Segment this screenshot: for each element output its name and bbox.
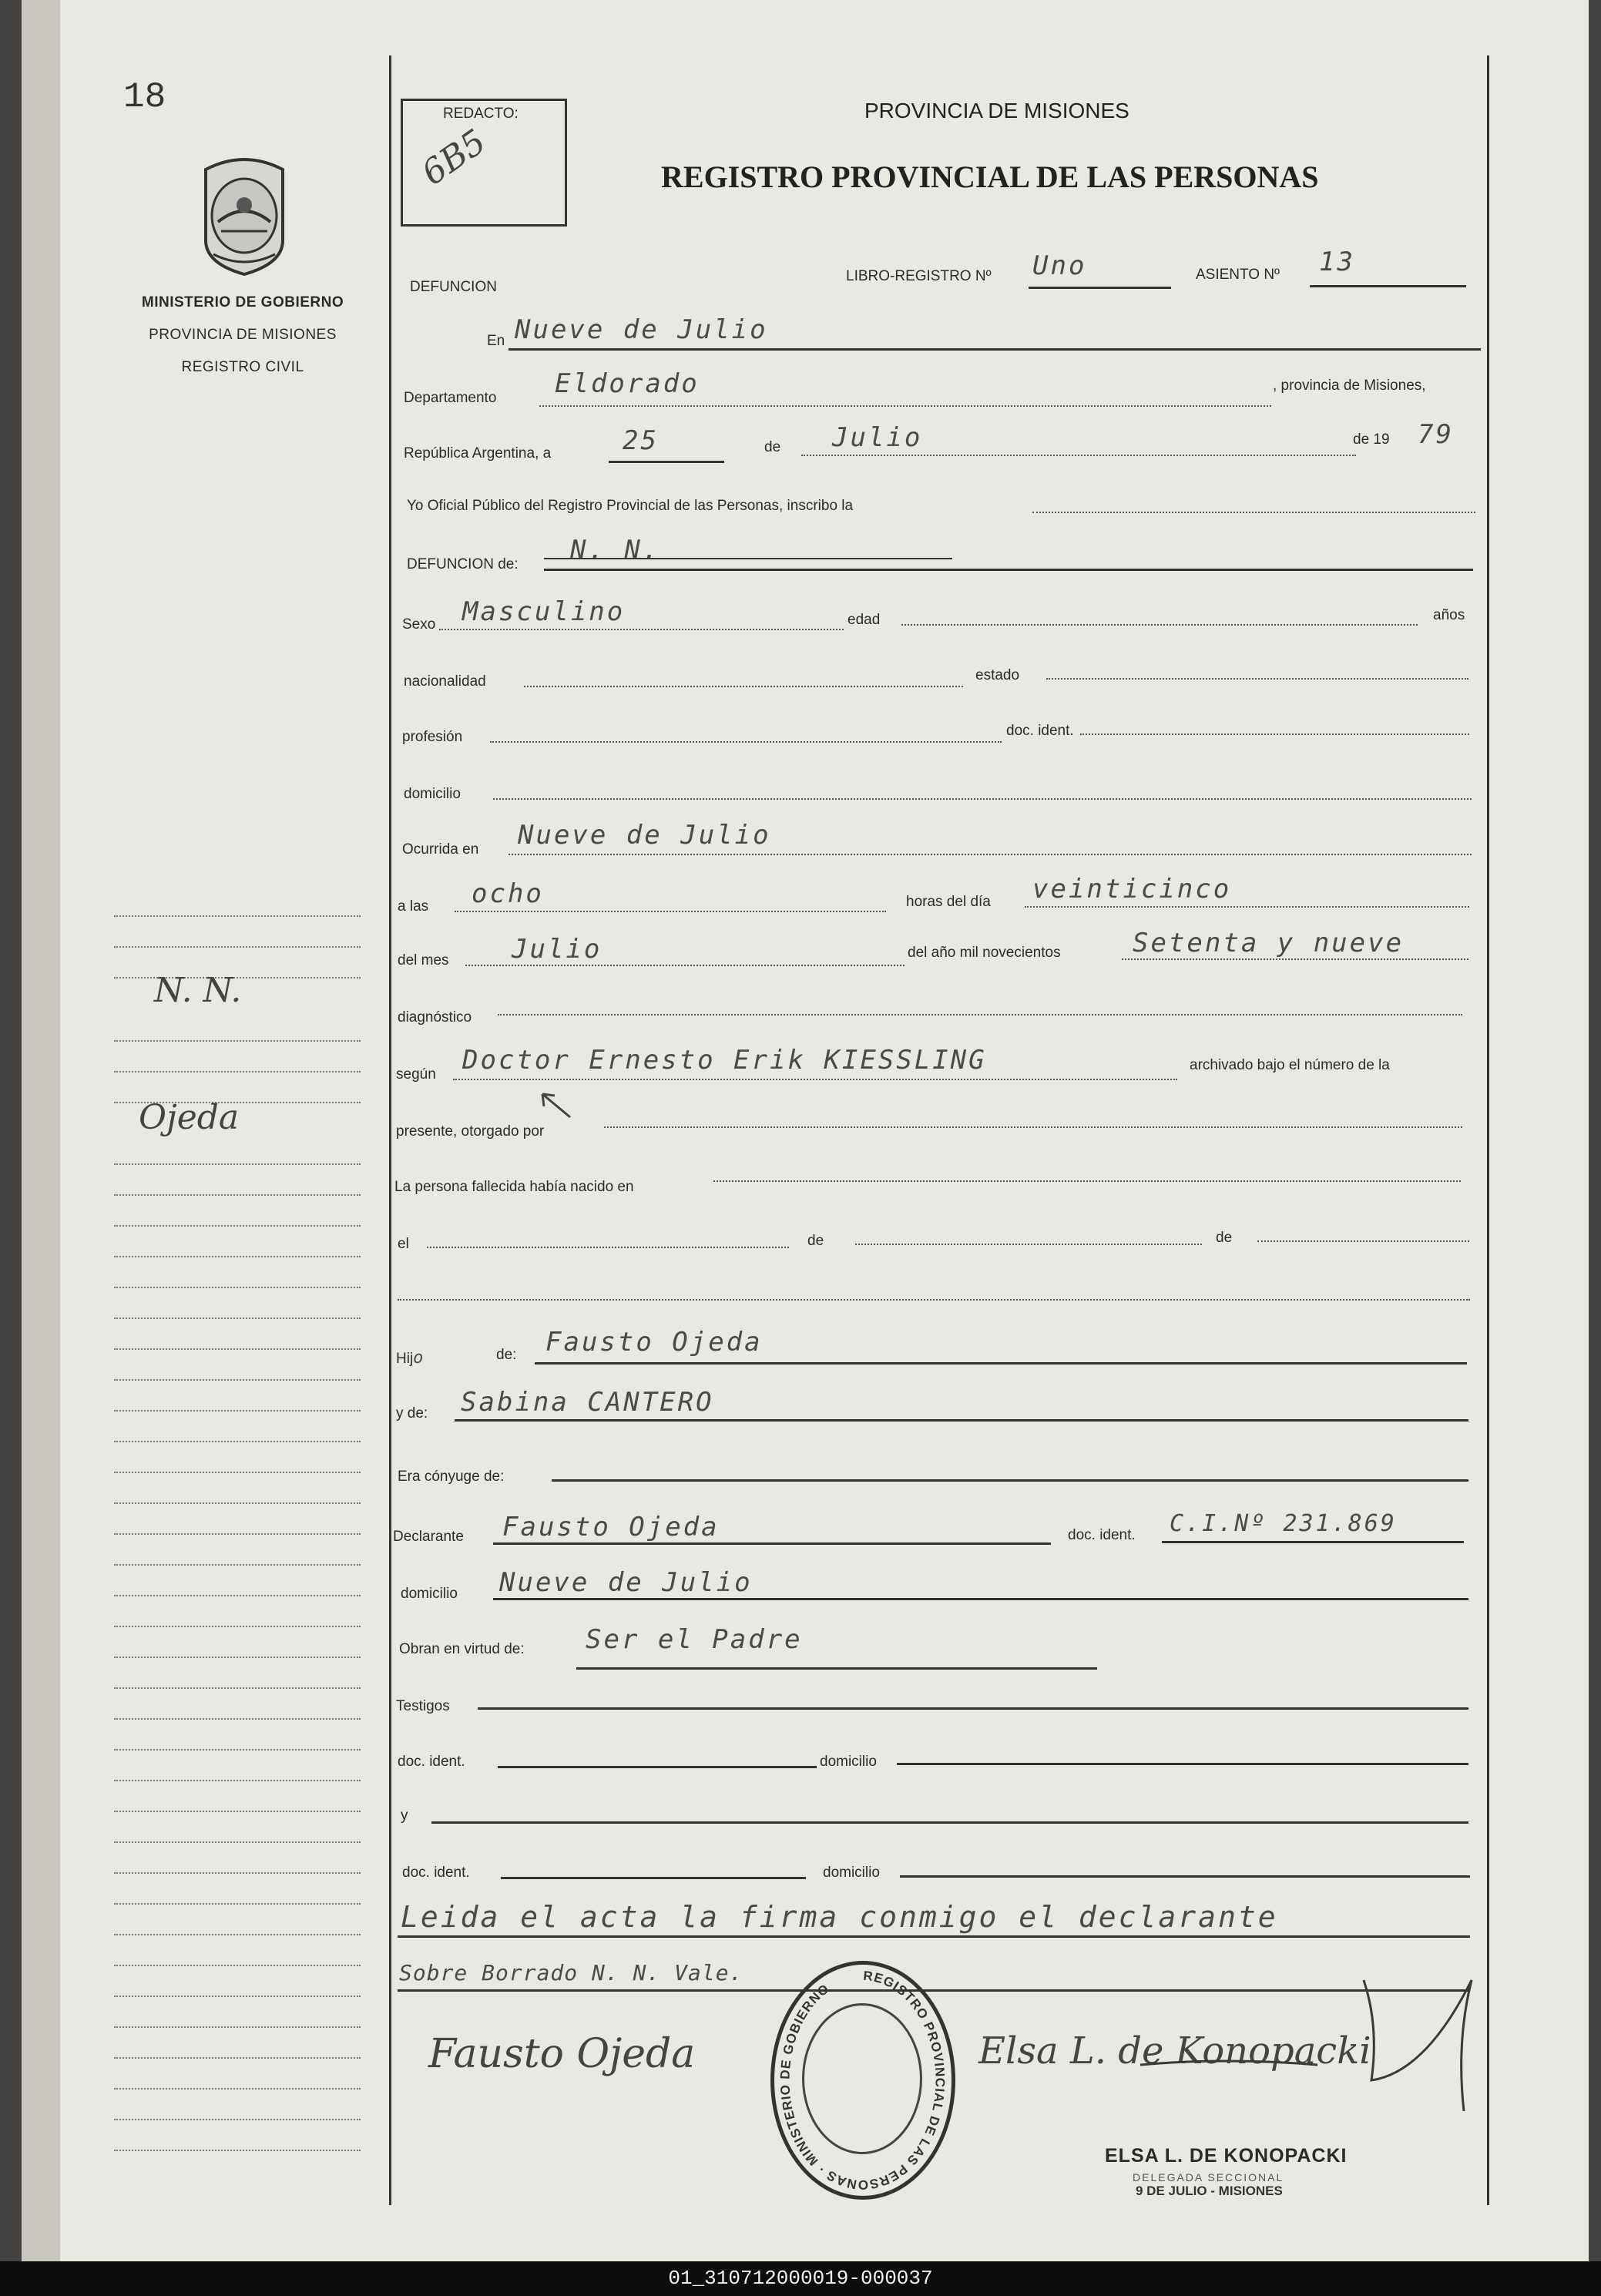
ministry-registry: REGISTRO CIVIL <box>181 359 304 375</box>
decl-domicilio-value: Nueve de Julio <box>499 1567 753 1598</box>
yde-label: y de: <box>396 1405 428 1422</box>
anio-value: 79 <box>1418 419 1454 450</box>
en-label: En <box>487 333 505 349</box>
hijo-prefix: Hij <box>396 1351 414 1367</box>
ministry-province: PROVINCIA DE MISIONES <box>149 327 337 343</box>
document-title: REGISTRO PROVINCIAL DE LAS PERSONAS <box>661 159 1319 194</box>
de-label-3: de <box>1216 1230 1233 1246</box>
officer-name: ELSA L. DE KONOPACKI <box>1105 2145 1348 2167</box>
anio-label: de 19 <box>1353 431 1390 448</box>
conyuge-label: Era cónyuge de: <box>398 1469 505 1485</box>
departamento-value: Eldorado <box>555 368 700 399</box>
image-caption: 01_310712000019-000037 <box>0 2261 1601 2296</box>
mes-value: Julio <box>832 422 923 453</box>
ocurrida-label: Ocurrida en <box>402 841 479 858</box>
decl-domicilio-label: domicilio <box>401 1586 458 1602</box>
officer-place: 9 DE JULIO - MISIONES <box>1136 2184 1283 2198</box>
leida-note: Leida el acta la firma conmigo el declarante <box>401 1900 1278 1934</box>
alas-value: ocho <box>472 878 544 909</box>
coat-of-arms-icon <box>195 154 294 277</box>
profesion-label: profesión <box>402 729 463 745</box>
de-label-2: de <box>807 1233 824 1249</box>
arrow-mark-icon <box>539 1091 578 1122</box>
anio-mil-label: del año mil novecientos <box>908 945 1061 961</box>
presente-label: presente, otorgado por <box>396 1123 545 1140</box>
seal-inner-ring <box>802 2003 922 2154</box>
edad-label: edad <box>847 612 881 628</box>
hijo-suffix: o <box>413 1348 426 1368</box>
delmes-value: Julio <box>512 934 602 965</box>
segun-value: Doctor Ernesto Erik KIESSLING <box>462 1045 987 1076</box>
anios-label: años <box>1433 607 1465 623</box>
madre-value: Sabina CANTERO <box>461 1387 714 1418</box>
signature-flourish-icon <box>1133 1949 1487 2134</box>
doc-ident-label: doc. ident. <box>1006 723 1074 739</box>
decl-doc-label: doc. ident. <box>1068 1527 1136 1543</box>
defuncion-heading: DEFUNCION <box>410 279 497 295</box>
departamento-label: Departamento <box>404 390 497 406</box>
margin-note-nn: N. N. <box>154 971 242 1010</box>
de-label: de <box>764 439 781 455</box>
nacionalidad-label: nacionalidad <box>404 673 486 690</box>
redacto-box <box>401 99 567 227</box>
ocurrida-value: Nueve de Julio <box>518 820 771 851</box>
margin-note-surname: Ojeda <box>139 1098 240 1137</box>
oficial-label: Yo Oficial Público del Registro Provincial de las Personas, inscribo la <box>407 498 854 514</box>
officer-signature: Elsa L. de Konopacki <box>978 2029 1371 2073</box>
redacto-value: 6B5 <box>415 122 493 193</box>
hijo-label <box>396 1348 425 1368</box>
official-seal <box>770 1961 955 2200</box>
sobre-borrado-note: Sobre Borrado N. N. Vale. <box>399 1960 743 1986</box>
republica-label: República Argentina, a <box>404 445 552 462</box>
anio-mil-value: Setenta y nueve <box>1133 928 1405 958</box>
testigo2-doc-label: doc. ident. <box>402 1865 470 1881</box>
testigo2-domicilio-label: domicilio <box>823 1865 880 1881</box>
y-label: y <box>401 1808 408 1824</box>
en-value: Nueve de Julio <box>515 314 768 345</box>
sexo-label: Sexo <box>402 616 436 633</box>
hijo-de-label: de: <box>496 1347 517 1363</box>
el-label: el <box>398 1236 409 1252</box>
delmes-label: del mes <box>398 952 449 968</box>
testigos-label: Testigos <box>396 1698 450 1714</box>
diagnostico-label: diagnóstico <box>398 1009 472 1025</box>
dia-value: 25 <box>623 425 659 456</box>
page-number: 18 <box>123 77 166 117</box>
declarante-label: Declarante <box>393 1529 464 1545</box>
defuncion-de-label: DEFUNCION de: <box>407 556 519 572</box>
obran-value: Ser el Padre <box>586 1624 803 1655</box>
libro-label: LIBRO-REGISTRO Nº <box>846 268 992 284</box>
sexo-value: Masculino <box>462 596 626 627</box>
alas-label: a las <box>398 898 429 915</box>
province-heading: PROVINCIA DE MISIONES <box>864 99 1129 123</box>
testigo1-domicilio-label: domicilio <box>820 1754 877 1770</box>
binding-edge <box>22 0 60 2261</box>
asiento-label: ASIENTO Nº <box>1196 267 1280 283</box>
domicilio-label: domicilio <box>404 786 461 802</box>
horas-value: veinticinco <box>1032 874 1232 905</box>
testigo1-doc-label: doc. ident. <box>398 1754 465 1770</box>
libro-value: Uno <box>1032 250 1087 281</box>
nacido-label: La persona fallecida había nacido en <box>394 1179 634 1195</box>
officer-role: DELEGADA SECCIONAL <box>1133 2171 1284 2184</box>
seal-ring-text: REGISTRO PROVINCIAL DE LAS PERSONAS · MINISTERIO DE GOBIERNO <box>777 1968 948 2193</box>
declarante-value: Fausto Ojeda <box>502 1512 720 1542</box>
asiento-value: 13 <box>1319 247 1355 277</box>
provincia-label: , provincia de Misiones, <box>1273 378 1426 394</box>
estado-label: estado <box>975 667 1020 683</box>
defuncion-de-value: N. N. <box>570 535 661 566</box>
padre-value: Fausto Ojeda <box>545 1327 763 1358</box>
declarant-signature: Fausto Ojeda <box>428 2031 696 2077</box>
horas-label: horas del día <box>906 894 991 910</box>
redacto-label: REDACTO: <box>443 106 519 122</box>
segun-label: según <box>396 1066 436 1083</box>
ministry-name: MINISTERIO DE GOBIERNO <box>141 294 344 310</box>
obran-label: Obran en virtud de: <box>399 1641 525 1657</box>
archivado-label: archivado bajo el número de la <box>1190 1057 1390 1073</box>
decl-doc-value: C.I.Nº 231.869 <box>1170 1510 1397 1537</box>
